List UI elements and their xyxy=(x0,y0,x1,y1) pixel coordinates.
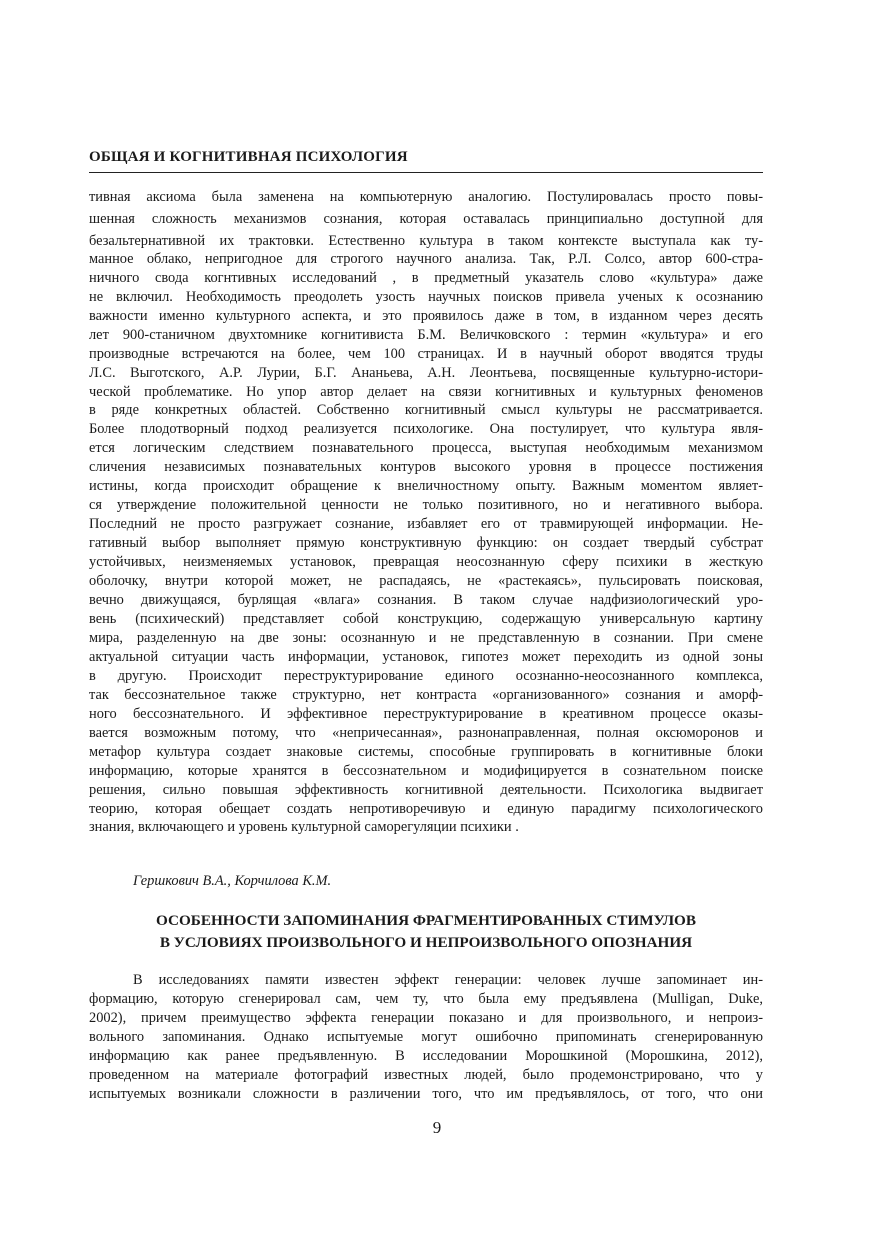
body-line: сличения независимых познавательных контуров высокого уровня в процессе постижения xyxy=(89,459,763,475)
body-line: шенная сложность механизмов сознания, которая оставалась принципиально доступной для xyxy=(89,211,763,227)
body-line: теорию, которая обещает создать непротиворечивую и единую парадигму психологического xyxy=(89,801,763,817)
body-line: Последний не просто разгружает сознание, избавляет его от травмирующей информации. Не- xyxy=(89,516,763,532)
body-line: вень (психический) представляет собой конструкцию, содержащую универсальную картину xyxy=(89,611,763,627)
body-line: безальтернативной их трактовки. Естественно культура в таком контексте выступала как ту- xyxy=(89,233,763,249)
body-line: ничного свода когнтивных исследований , в предметный указатель слово «культура» даже xyxy=(89,270,763,286)
body-line: вечно движущаяся, бурлящая «влага» сознания. В таком случае надфизиологический уро- xyxy=(89,592,763,608)
body-line: не включил. Необходимость преодолеть узость научных поисков привела ученых к осознанию xyxy=(89,289,763,305)
body-line: ного бессознательного. И эффективное переструктурирование в креативном процессе оказы- xyxy=(89,706,763,722)
body-line: метафор культура создает знаковые системы, способные группировать в когнитивные блоки xyxy=(89,744,763,760)
body-line: ся утверждение положительной ценности не только позитивного, но и негативного выбора. xyxy=(89,497,763,513)
article-line: проведенном на материале фотографий известных людей, было продемонстрировано, что у xyxy=(89,1067,763,1083)
article-line: 2002), причем преимущество эффекта генерации показано и для произвольного, и непроиз- xyxy=(89,1010,763,1026)
body-line: Более плодотворный подход реализуется психологике. Она постулирует, что культура явля- xyxy=(89,421,763,437)
article-authors: Гершкович В.А., Корчилова К.М. xyxy=(133,873,332,889)
body-line: в ряде конкретных областей. Собственно когнитивный смысл культуры не рассматривается. xyxy=(89,402,763,418)
body-line: вается возможным потому, что «непричесанная», разнонаправленная, полная оксюморонов и xyxy=(89,725,763,741)
body-line: информацию, которые хранятся в бессознательном и модифицируется в сознательном поиске xyxy=(89,763,763,779)
body-line: ется логическим следствием познавательного процесса, выступая необходимым механизмом xyxy=(89,440,763,456)
article-line: испытуемых возникали сложности в различении того, что им предъявлялось, от того, что они xyxy=(89,1086,763,1102)
article-line: информацию как ранее предъявленную. В исследовании Морошкиной (Морошкина, 2012), xyxy=(89,1048,763,1064)
body-line: оболочку, внутри которой может, не распадаясь, не «растекаясь», пульсировать поисковая, xyxy=(89,573,763,589)
body-line: в другую. Происходит переструктурирование единого осознанно-неосознанного комплекса, xyxy=(89,668,763,684)
body-line: лет 900-станичном двухтомнике когнитивиста Б.М. Величковского : термин «культура» и его xyxy=(89,327,763,343)
body-line: устойчивых, неизменяемых установок, превращая неосознанную сферу психики в жесткую xyxy=(89,554,763,570)
body-line: тивная аксиома была заменена на компьютерную аналогию. Постулировалась просто повы- xyxy=(89,189,763,205)
article-title-line: ОСОБЕННОСТИ ЗАПОМИНАНИЯ ФРАГМЕНТИРОВАННЫХ СТИМУЛОВ xyxy=(156,912,696,929)
article-line: В исследованиях памяти известен эффект генерации: человек лучше запоминает ин- xyxy=(133,972,763,988)
header-rule xyxy=(89,172,763,173)
body-line: решения, сильно повышая эффективность когнитивной деятельности. Психологика выдвигает xyxy=(89,782,763,798)
article-line: формацию, которую сгенерировал сам, чем ту, что была ему предъявлена (Mulligan, Duke, xyxy=(89,991,763,1007)
body-line: знания, включающего и уровень культурной саморегуляции психики . xyxy=(89,819,519,835)
body-line: манное облако, непригодное для строгого научного анализа. Так, Р.Л. Солсо, автор 600-стра- xyxy=(89,251,763,267)
body-line: Л.С. Выготского, А.Р. Лурии, Б.Г. Ананьева, А.Н. Леонтьева, посвященные культурно-истори- xyxy=(89,365,763,381)
body-line: так бессознательное также структурно, нет контраста «организованного» сознания и аморф- xyxy=(89,687,763,703)
body-line: важности именно культурного аспекта, и это проявилось даже в том, в изданном через десять xyxy=(89,308,763,324)
body-line: актуальной ситуации часть информации, установок, гипотез может переходить из одной зоны xyxy=(89,649,763,665)
article-line: вольного запоминания. Однако испытуемые могут ошибочно припоминать сгенерированную xyxy=(89,1029,763,1045)
body-line: истины, когда происходит обращение к внеличностному опыту. Важным моментом являет- xyxy=(89,478,763,494)
page-number: 9 xyxy=(432,1118,442,1137)
article-title-line: В УСЛОВИЯХ ПРОИЗВОЛЬНОГО И НЕПРОИЗВОЛЬНОГО ОПОЗНАНИЯ xyxy=(159,934,693,951)
body-line: ческой проблематике. Но упор автор делает на связи когнитивных и культурных феноменов xyxy=(89,384,763,400)
body-line: мира, разделенную на две зоны: осознанную и не представленную в сознании. При смене xyxy=(89,630,763,646)
body-line: гативный выбор выполняет прямую конструктивную функцию: он создает твердый субстрат xyxy=(89,535,763,551)
body-line: производные встречаются на более, чем 100 страницах. И в научный оборот вводятся труды xyxy=(89,346,763,362)
running-head: ОБЩАЯ И КОГНИТИВНАЯ ПСИХОЛОГИЯ xyxy=(89,149,408,165)
